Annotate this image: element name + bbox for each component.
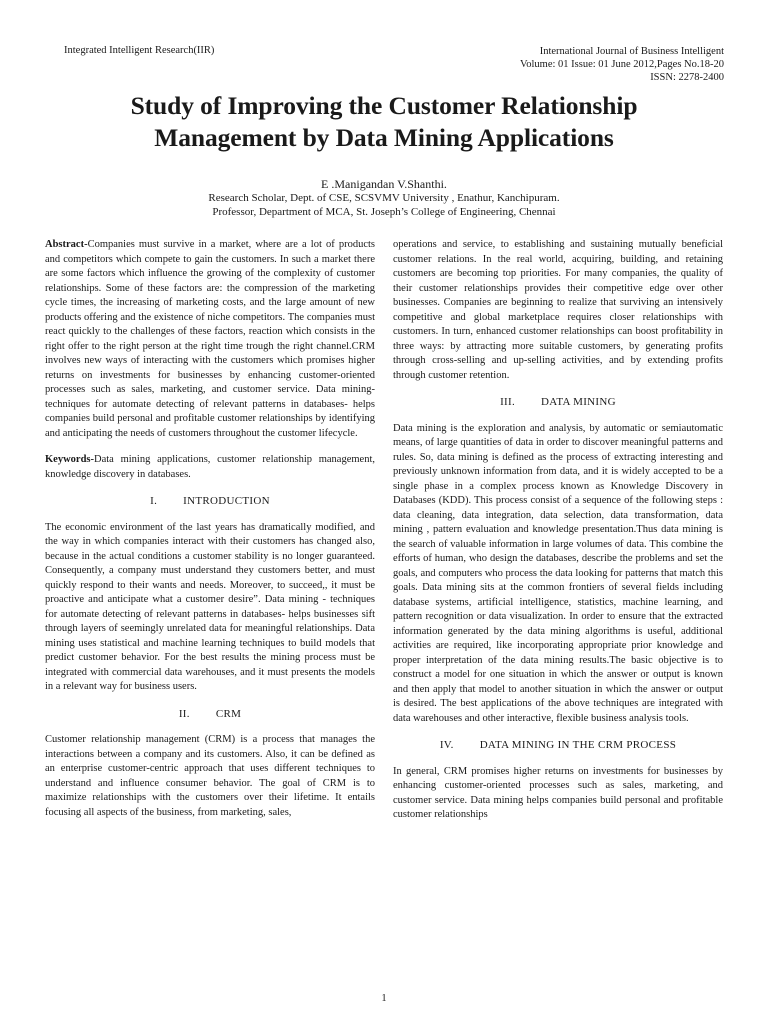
volume-info: Volume: 01 Issue: 01 June 2012,Pages No.18-20 (520, 59, 724, 70)
section-number: I. (150, 495, 158, 507)
section-heading-introduction (45, 494, 375, 509)
crm-text: Customer relationship management (CRM) is a process that manages the interactions between a company and its customers. Also, it can be defined as an enterprise customer-centric approach that uses different techniques to understand and influence consumer behavior. The goal of CRM is to maximize relationships with the customers over their lifetime. It entails focusing all aspects of the business, from marketing, sales, (45, 734, 375, 818)
left-column (45, 238, 375, 820)
paper-title (30, 90, 738, 154)
section-heading-data-mining (393, 395, 723, 410)
author-names: E .Manigandan V.Shanthi. (321, 177, 447, 191)
keywords-label: Keywords- (45, 454, 94, 465)
title-line-2: Management by Data Mining Applications (154, 123, 614, 152)
data-mining-text: Data mining is the exploration and analysis, by automatic or semiautomatic means, of large quantities of data in order to discover meaningful patterns and rules. So, data mining is defined as the process of extracting interesting and previously unknown information from data, and it is widely accepted to be a single phase in a complex process known as Knowledge Discovery in Databases (KDD). This process consist of a sequence of the following steps : data cleaning, data integration, data selection, data transformation, data mining , pattern evaluation and knowledge presentation.Thus data mining is the search of valuable information in large volumes of data. This combine the efforts of human, who design the databases, describe the problems and set the goals, and computers who process the data looking for patterns that match this goals. Data mining sits at the common frontiers of several fields including database systems, artificial intelligence, statistics, machine learning, and pattern recognition or data visualization. In order to ensure that the extracted information generated by the data mining algorithms is useful, additional activities are required, like incorporating appropriate prior knowledge and proper interpretation of the data mining results.The basic objective is to construct a model for one situation in which the answer or output is known and then apply that model to another situation in which the answer or output is desired. The best applications of the above techniques are integrated with data warehouses and other interactive, flexible business analysis tools. (393, 422, 723, 724)
section-title: DATA MINING IN THE CRM PROCESS (479, 739, 677, 751)
issn: ISSN: 2278-2400 (650, 72, 724, 83)
section-title: CRM (215, 707, 242, 720)
section-number: IV. (439, 739, 454, 751)
author-block (30, 177, 738, 219)
section-number: III. (500, 396, 516, 408)
journal-name: International Journal of Business Intelligent (539, 46, 724, 57)
section-title: INTRODUCTION (183, 495, 270, 507)
affiliation-1: Research Scholar, Dept. of CSE, SCSVMV University , Enathur, Kanchipuram. (208, 192, 560, 204)
affiliation-2: Professor, Department of MCA, St. Joseph’s College of Engineering, Chennai (212, 206, 556, 218)
dm-in-crm-text: In general, CRM promises higher returns on investments for businesses by enhancing customer-oriented processes such as sales, marketing, and customer service. Data mining helps companies build personal and profitable customer relationships (393, 765, 723, 820)
page-number: 1 (381, 993, 387, 1004)
keywords (45, 453, 375, 482)
abstract-text: Companies must survive in a market, where are a lot of products and competitors which compete to gain the customers. In such a market there are some factors which influence the growing of the complexity of customer relationships. Some of these factors are: the compression of the marketing cycle times, the increasing of marketing costs, and the large amount of new products offering and the existence of niche competitors. The companies must react quickly to the challenges of these factors, reaction which consists in the right offer to the right person at the right time trough the right channel.CRM involves new ways of interacting with the customers which promises higher returns on investments for businesses by enhancing customer-oriented processes such as sales, marketing, and customer service. Data mining- techniques for automate detecting of relevant patterns in databases- helps companies build personal and profitable customer relationships by identifying and anticipating the needs of customers throughout the customer lifecycle. (45, 239, 375, 439)
right-column (393, 238, 723, 823)
header-right (520, 45, 724, 84)
header-left: Integrated Intelligent Research(IIR) (64, 45, 215, 56)
crm-continued-text: operations and service, to establishing and sustaining mutually beneficial customer relations. In the real world, acquiring, building, and retaining customers are becoming top priorities. For many companies, the quality of their customer relationships provides their competitive edge over other businesses. Companies are beginning to realize that surviving an intensively competitive and global marketplace requires closer relationships with customers. In turn, enhanced customer relationships can boost profitability in three ways: by attracting more suitable customers, by generating profits through cross-selling and up-selling activities, and by extending profits through customer retention. (393, 239, 723, 381)
title-line-1: Study of Improving the Customer Relationship (130, 91, 638, 120)
section-heading-crm (45, 707, 375, 722)
section-heading-dm-in-crm (393, 738, 723, 753)
abstract-label: Abstract- (45, 239, 88, 250)
abstract (45, 238, 375, 441)
section-title: DATA MINING (541, 396, 616, 408)
section-number: II. (178, 707, 190, 720)
keywords-text: Data mining applications, customer relationship management, knowledge discovery in databases. (45, 454, 375, 480)
introduction-text: The economic environment of the last years has dramatically modified, and the way in which companies interact with their customers has changed also, because in the actual conditions a customer stability is no longer guaranteed. Consequently, a company must understand they customers better, and must quickly respond to their wants and needs. Moreover, to succeed,, it must be proactive and anticipate what a customer desire”. Data mining - techniques for automate detecting of relevant patterns in databases- helps businesses sift through layers of seemingly unrelated data for meaningful relationships. Data mining uses statistical and machine learning techniques to build models that predict customer behavior. For the best results the mining process must be integrated with commercial data warehouses, and it must presents the models in a relevant way for business users. (45, 521, 375, 692)
